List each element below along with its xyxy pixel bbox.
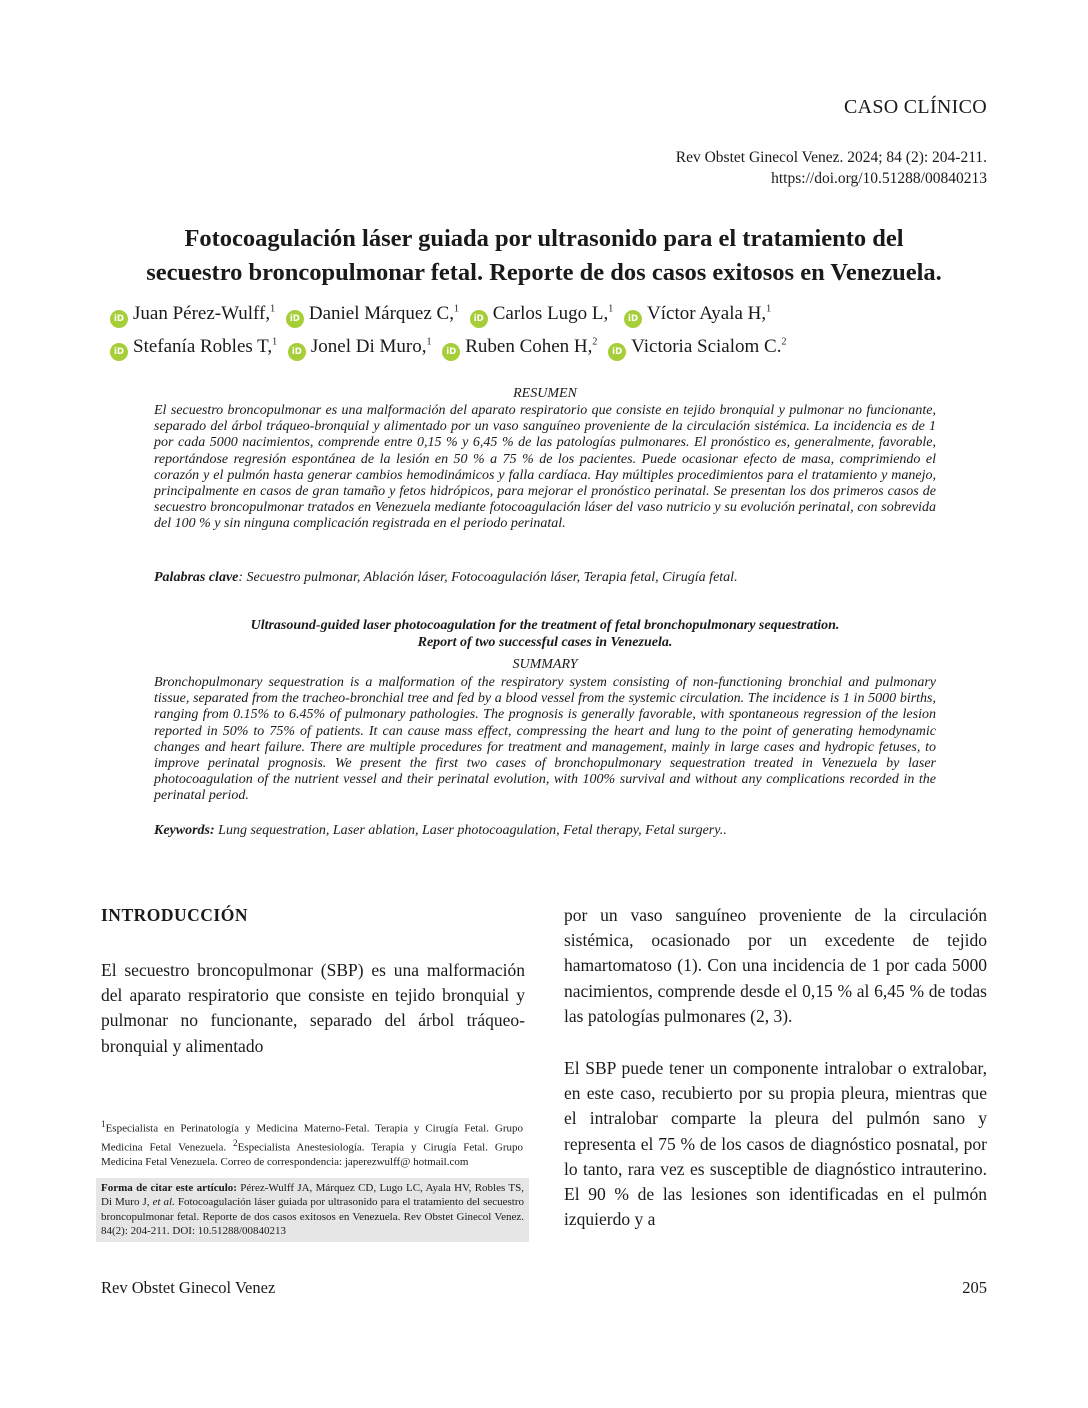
english-title-line-2: Report of two successful cases in Venezuela. [417, 635, 673, 650]
keywords-label: Palabras clave [154, 570, 239, 585]
right-column-paragraph-1 [564, 903, 987, 1029]
author-name: Stefanía Robles T, [133, 335, 273, 357]
keywords-list: Lung sequestration, Laser ablation, Laser photocoagulation, Fetal therapy, Fetal surgery.. [214, 823, 727, 838]
affiliation-footnote [101, 1117, 523, 1170]
author-name: Jonel Di Muro, [310, 335, 427, 357]
affiliation-mark: 1 [766, 304, 772, 315]
article-title [60, 222, 1028, 290]
section-heading-introduccion: INTRODUCCIÓN [101, 905, 248, 925]
resumen-text: El secuestro broncopulmonar es una malformación del aparato respiratorio que consiste en tejido bronquial y pulmonar no funcionante, separado del árbol tráqueo-bronquial y alimentado por un vaso sanguíneo proveniente de la circulación sistémica. La incidencia es de 1 por cada 5000 nacimientos, comprende entre 0,15 % y 6,45 % de las patologías pulmonares. El pronóstico es, generalmente, favorable, reportándose regresión espontánea de la lesión en 50 % a 75 % de los pacientes. Puede ocasionar efecto de masa, comprimiendo el corazón y el pulmón hasta generar cambios hemodinámicos y falla cardíaca. Hay múltiples procedimientos para el tratamiento y manejo, principalmente en casos de gran tamaño y fetos hidrópicos, para mejorar el pronóstico perinatal. Se presentan los dos primeros casos de secuestro broncopulmonar tratados en Venezuela mediante fotocoagulación láser del vaso nutricio y su evolución perinatal, con sobrevida del 100 % y sin ninguna complicación registrada en el periodo perinatal. [154, 403, 936, 532]
title-line-1: Fotocoagulación láser guiada por ultrasonido para el tratamiento del [184, 225, 904, 252]
orcid-icon[interactable]: iD [624, 310, 642, 328]
footnote-text: Especialista en Perinatología y Medicina Materno-Fetal. Terapia y Cirugía Fetal. Grupo Medicina Fetal Venezuela. [101, 1122, 523, 1154]
paragraph: por un vaso sanguíneo proveniente de la circulación sistémica, ocasionado por un excedente de tejido hamartomatoso (1). Con una incidencia de 1 por cada 5000 nacimientos, comprende desde el 0,15 % al 6,45 % de todas las patologías pulmonares (2, 3). [564, 905, 987, 1026]
resumen-heading: RESUMEN [513, 386, 577, 401]
author-name: Victoria Scialom C. [631, 335, 782, 357]
affiliation-mark: 1 [272, 336, 278, 348]
affiliation-mark: 2 [781, 336, 787, 348]
palabras-clave [154, 570, 936, 586]
affiliation-mark: 1 [453, 304, 459, 315]
author [470, 303, 614, 324]
right-column-paragraph-2 [564, 1056, 987, 1232]
author-list [110, 296, 990, 361]
cite-text: Pérez-Wulff JA, Márquez CD, Lugo LC, Ayala HV, Robles TS, Di Muro J, [101, 1182, 524, 1209]
author-name: Ruben Cohen H, [465, 335, 593, 357]
affiliation-mark: 1 [270, 304, 276, 315]
page-number: 205 [962, 1278, 987, 1297]
section-label: CASO CLÍNICO [843, 96, 987, 118]
author [110, 303, 275, 324]
orcid-icon[interactable]: iD [288, 343, 306, 361]
author [608, 336, 786, 357]
english-title [154, 617, 936, 651]
author [110, 336, 277, 357]
author [286, 303, 459, 324]
citation-block [676, 147, 987, 189]
author-row-2 [110, 328, 990, 360]
orcid-icon[interactable]: iD [442, 343, 460, 361]
affiliation-mark: 2 [592, 336, 598, 348]
keywords-label: Keywords: [154, 823, 215, 838]
cite-text: Fotocoagulación láser guiada por ultrasonido para el tratamiento del secuestro broncopulmonar fetal. Reporte de dos casos exitosos en Venezuela. Rev Obstet Ginecol Venez. 84(2): 204-211. DOI: 10.51288/00840213 [101, 1196, 524, 1237]
title-line-2: secuestro broncopulmonar fetal. Reporte de dos casos exitosos en Venezuela. [146, 259, 942, 286]
affiliation-mark: 1 [608, 304, 614, 315]
citation-journal: Rev Obstet Ginecol Venez. 2024; 84 (2): 204-211. [675, 149, 987, 166]
author-name: Juan Pérez-Wulff, [133, 303, 271, 325]
author-row-1 [110, 296, 990, 328]
cite-etal: et al. [152, 1196, 175, 1209]
orcid-icon[interactable]: iD [110, 343, 128, 361]
paragraph: El secuestro broncopulmonar (SBP) es una malformación del aparato respiratorio que consiste en tejido bronquial y pulmonar no funcionante, separado del árbol tráqueo-bronquial y alimentado [101, 960, 525, 1056]
cite-label: Forma de citar este artículo: [101, 1182, 237, 1194]
author-name: Carlos Lugo L, [492, 303, 609, 325]
author [288, 336, 432, 357]
summary-text: Bronchopulmonary sequestration is a malformation of the respiratory system consisting of non-functioning bronchial and pulmonary tissue, separated from the tracheo-bronchial tree and fed by a blood vessel from the systemic circulation. The incidence is 1 in 5000 births, ranging from 0.15% to 6.45% of pulmonary pathologies. The prognosis is generally favorable, with spontaneous regression of the lesion reported in 50% to 75% of patients. It can cause mass effect, compressing the heart and lung to the point of generating hemodynamic changes and heart failure. There are multiple procedures for treatment and management, mainly in large cases and hydropic fetuses, to improve perinatal prognosis. We present the first two cases of bronchopulmonary sequestration treated in Venezuela by laser photocoagulation of the nutrient vessel and their perinatal evolution, with 100% survival and without any complications recorded in the perinatal period. [154, 675, 936, 804]
keywords-list: : Secuestro pulmonar, Ablación láser, Fotocoagulación láser, Terapia fetal, Cirugía fetal. [238, 570, 738, 585]
author [442, 336, 597, 357]
footnote-mark: 2 [232, 1138, 238, 1149]
orcid-icon[interactable]: iD [608, 343, 626, 361]
author [624, 303, 771, 324]
footnote-text: Especialista Anestesiología. Terapia y Cirugía Fetal. Grupo Medicina Fetal Venezuela. Correo de correspondencia: japerezwulff@ hotmail.com [101, 1141, 523, 1169]
english-title-line-1: Ultrasound-guided laser photocoagulation for the treatment of fetal bronchopulmonary sequestration. [250, 618, 840, 633]
left-column-paragraph [101, 958, 525, 1059]
orcid-icon[interactable]: iD [110, 310, 128, 328]
orcid-icon[interactable]: iD [470, 310, 488, 328]
footnote-mark: 1 [101, 1119, 106, 1129]
summary-heading: SUMMARY [512, 657, 578, 672]
orcid-icon[interactable]: iD [286, 310, 304, 328]
paragraph: El SBP puede tener un componente intralobar o extralobar, en este caso, recubierto por su propia pleura, mientras que el intralobar comparte la pleura del pulmón sano y representa el 75 % de los casos de diagnóstico posnatal, por lo tanto, rara vez es susceptible de diagnóstico intrauterino. El 90 % de las lesiones son identificadas en el pulmón izquierdo y a [564, 1058, 987, 1230]
doi-link[interactable]: https://doi.org/10.51288/00840213 [771, 170, 987, 187]
author-name: Daniel Márquez C, [308, 303, 454, 325]
how-to-cite-box [96, 1178, 529, 1242]
keywords [154, 823, 936, 839]
footer-journal: Rev Obstet Ginecol Venez [101, 1278, 276, 1297]
author-name: Víctor Ayala H, [647, 303, 767, 325]
affiliation-mark: 1 [426, 336, 432, 348]
